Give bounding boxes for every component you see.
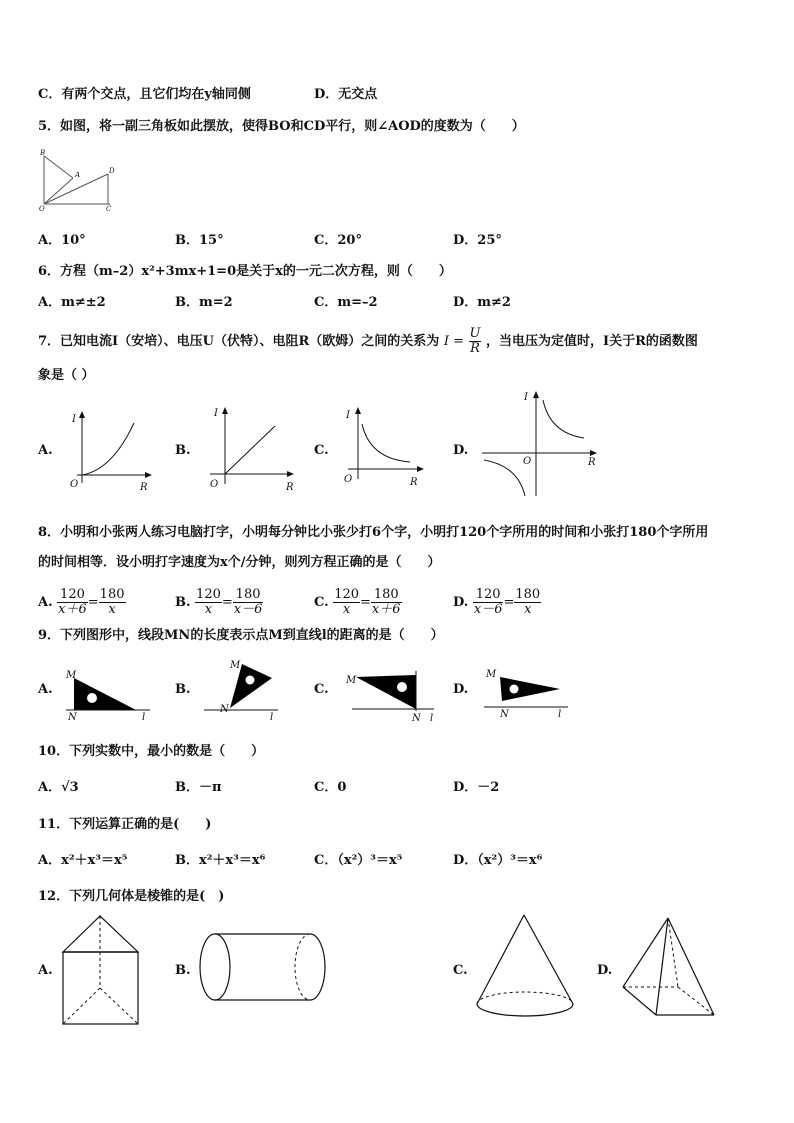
q9-a-n: N — [68, 712, 77, 723]
q10-stem: 10．下列实数中，最小的数是（ ） — [38, 744, 265, 759]
q7-graph-a — [62, 408, 157, 493]
q9-figure-d — [480, 663, 575, 723]
q10-option-c: C．0 — [314, 780, 347, 795]
q9-c-l: l — [430, 713, 434, 724]
q9-d-n: N — [500, 709, 509, 720]
q8-b-den1: x — [204, 602, 213, 617]
q5-option-d: D．25° — [453, 233, 502, 248]
q8-c-den1: x — [342, 602, 351, 617]
q6-option-b: B．m=2 — [175, 295, 233, 310]
q4-option-c: C．有两个交点，且它们均在y轴同侧 — [38, 87, 251, 102]
q6-option-d: D．m≠2 — [453, 295, 511, 310]
q12-option-a: A. — [38, 963, 53, 978]
q8-c-label: C. — [314, 595, 329, 610]
q7-stem — [38, 327, 698, 356]
q7-option-d: D. — [453, 443, 469, 458]
q12-cylinder-figure — [198, 930, 328, 1005]
q10-option-d: D．－2 — [453, 780, 500, 795]
q11-option-d: D．（x²）³＝x⁶ — [453, 853, 543, 868]
q5-label-c: C — [106, 205, 112, 213]
q8-d-num1: 120 — [473, 588, 504, 603]
q8-b-frac2 — [233, 588, 264, 617]
q8-a-num1: 120 — [57, 588, 88, 603]
q5-figure — [38, 148, 118, 213]
q8-c-num2: 180 — [371, 588, 402, 603]
q5-option-c: C．20° — [314, 233, 362, 248]
q8-b-frac1 — [195, 588, 222, 617]
q7-a-axis-r: R — [140, 482, 148, 493]
q8-option-b — [175, 588, 263, 617]
q7-a-axis-i: I — [72, 414, 76, 425]
q8-d-den1: x－6 — [473, 602, 503, 617]
q5-label-b: B — [40, 149, 46, 157]
q8-d-label: D. — [453, 595, 469, 610]
q9-d-l: l — [558, 709, 562, 720]
q7-formula-lhs: I = — [443, 334, 464, 349]
q7-d-axis-i: I — [524, 392, 528, 403]
q12-option-c: C. — [453, 963, 468, 978]
q10-option-a: A．√3 — [38, 780, 79, 795]
q6-option-a: A．m≠±2 — [38, 295, 106, 310]
q6-option-c: C．m=–2 — [314, 295, 378, 310]
q11-option-a: A．x²＋x³＝x⁵ — [38, 853, 128, 868]
q12-pyramid-figure — [618, 915, 723, 1025]
q7-stem-part2: ，当电压为定值时，I关于R的函数图 — [486, 334, 698, 349]
q8-c-num1: 120 — [334, 587, 360, 602]
q9-stem: 9．下列图形中，线段MN的长度表示点M到直线l的距离的是（ ） — [38, 628, 444, 643]
q9-figure-a — [62, 668, 157, 723]
q7-stem-part1: 7．已知电流I（安培）、电压U（伏特）、电阻R（欧姆）之间的关系为 — [38, 334, 440, 349]
q9-b-m: M — [230, 660, 241, 671]
q8-d-eq: = — [503, 595, 515, 610]
q7-b-axis-i: I — [214, 408, 218, 419]
q9-option-c: C. — [314, 682, 329, 697]
q9-figure-b — [200, 658, 285, 723]
q8-c-den2: x＋6 — [371, 602, 401, 617]
q8-b-num1: 120 — [196, 587, 221, 602]
q8-d-num2: 180 — [515, 587, 541, 602]
q7-formula-fraction — [469, 327, 482, 356]
q8-c-eq: = — [360, 595, 371, 610]
q5-stem: 5．如图，将一副三角板如此摆放，使得BO和CD平行，则∠AOD的度数为（ ） — [38, 119, 525, 134]
q7-option-b: B. — [175, 443, 191, 458]
q8-a-label: A. — [38, 595, 53, 610]
q7-c-axis-r: R — [410, 477, 418, 488]
q11-option-b: B．x²＋x³＝x⁶ — [175, 853, 266, 868]
q8-d-den2: x — [524, 602, 532, 617]
q9-option-b: B. — [175, 682, 191, 697]
q12-prism-figure — [60, 912, 145, 1030]
q5-option-b: B．15° — [175, 233, 224, 248]
q8-b-label: B. — [175, 595, 191, 610]
q8-d-frac1 — [473, 588, 504, 617]
q8-option-a — [38, 588, 126, 617]
q8-b-num2: 180 — [233, 588, 264, 603]
q10-option-b: B．－π — [175, 780, 222, 795]
q7-b-axis-o: O — [210, 479, 219, 490]
q7-c-axis-i: I — [346, 410, 350, 421]
q9-c-n: N — [412, 713, 421, 724]
q8-option-c — [314, 588, 402, 617]
q8-c-frac2 — [371, 588, 402, 617]
q12-cone-figure — [472, 912, 582, 1022]
q12-option-b: B. — [175, 963, 191, 978]
q12-stem: 12．下列几何体是棱锥的是( ) — [38, 889, 225, 904]
q9-b-l: l — [270, 712, 274, 723]
q7-graph-c — [340, 404, 430, 489]
q8-d-frac2 — [514, 588, 541, 617]
q8-a-frac2 — [99, 588, 126, 617]
q5-label-a: A — [75, 171, 81, 179]
q7-formula-num: U — [469, 326, 481, 341]
q9-a-m: M — [66, 670, 77, 681]
q7-a-axis-o: O — [70, 479, 79, 490]
q9-a-l: l — [142, 712, 146, 723]
q11-stem: 11．下列运算正确的是( ) — [38, 817, 212, 832]
q7-formula-den: R — [470, 341, 480, 356]
q8-stem-line1: 8．小明和小张两人练习电脑打字，小明每分钟比小张少打6个字，小明打120个字所用的时间和小张打180个字所用 — [38, 525, 709, 540]
q8-a-eq: = — [87, 595, 99, 610]
q8-option-d — [453, 588, 541, 617]
q9-d-m: M — [486, 669, 497, 680]
q9-c-m: M — [346, 675, 357, 686]
q8-a-frac1 — [57, 588, 88, 617]
q8-a-num2: 180 — [99, 587, 125, 602]
q5-label-o: O — [39, 205, 45, 213]
q7-d-axis-o: O — [523, 456, 532, 467]
q12-option-d: D. — [597, 963, 613, 978]
q7-option-c: C. — [314, 443, 329, 458]
q4-option-d: D．无交点 — [314, 87, 378, 102]
q8-b-den2: x－6 — [233, 602, 263, 617]
q9-figure-c — [342, 665, 442, 725]
q7-d-axis-r: R — [588, 457, 596, 468]
q5-label-d: D — [109, 167, 115, 175]
q8-stem-line2: 的时间相等．设小明打字速度为x个/分钟，则列方程正确的是（ ） — [38, 555, 441, 570]
q11-option-c: C．（x²）³＝x⁵ — [314, 853, 403, 868]
q7-stem-line2: 象是（ ） — [38, 368, 95, 383]
q9-option-d: D. — [453, 682, 469, 697]
q8-b-eq: = — [221, 595, 233, 610]
q6-stem: 6．方程（m–2）x²+3mx+1=0是关于x的一元二次方程，则（ ） — [38, 264, 452, 279]
q9-b-n: N — [220, 704, 229, 715]
q5-option-a: A．10° — [38, 233, 86, 248]
q7-graph-b — [200, 404, 300, 494]
q9-option-a: A. — [38, 682, 53, 697]
q7-b-axis-r: R — [286, 482, 294, 493]
q7-c-axis-o: O — [344, 474, 353, 485]
q8-a-den2: x — [108, 602, 116, 617]
q8-a-den1: x＋6 — [58, 602, 87, 617]
q7-graph-d — [480, 388, 605, 498]
q8-c-frac1 — [333, 588, 360, 617]
q7-option-a: A. — [38, 443, 53, 458]
